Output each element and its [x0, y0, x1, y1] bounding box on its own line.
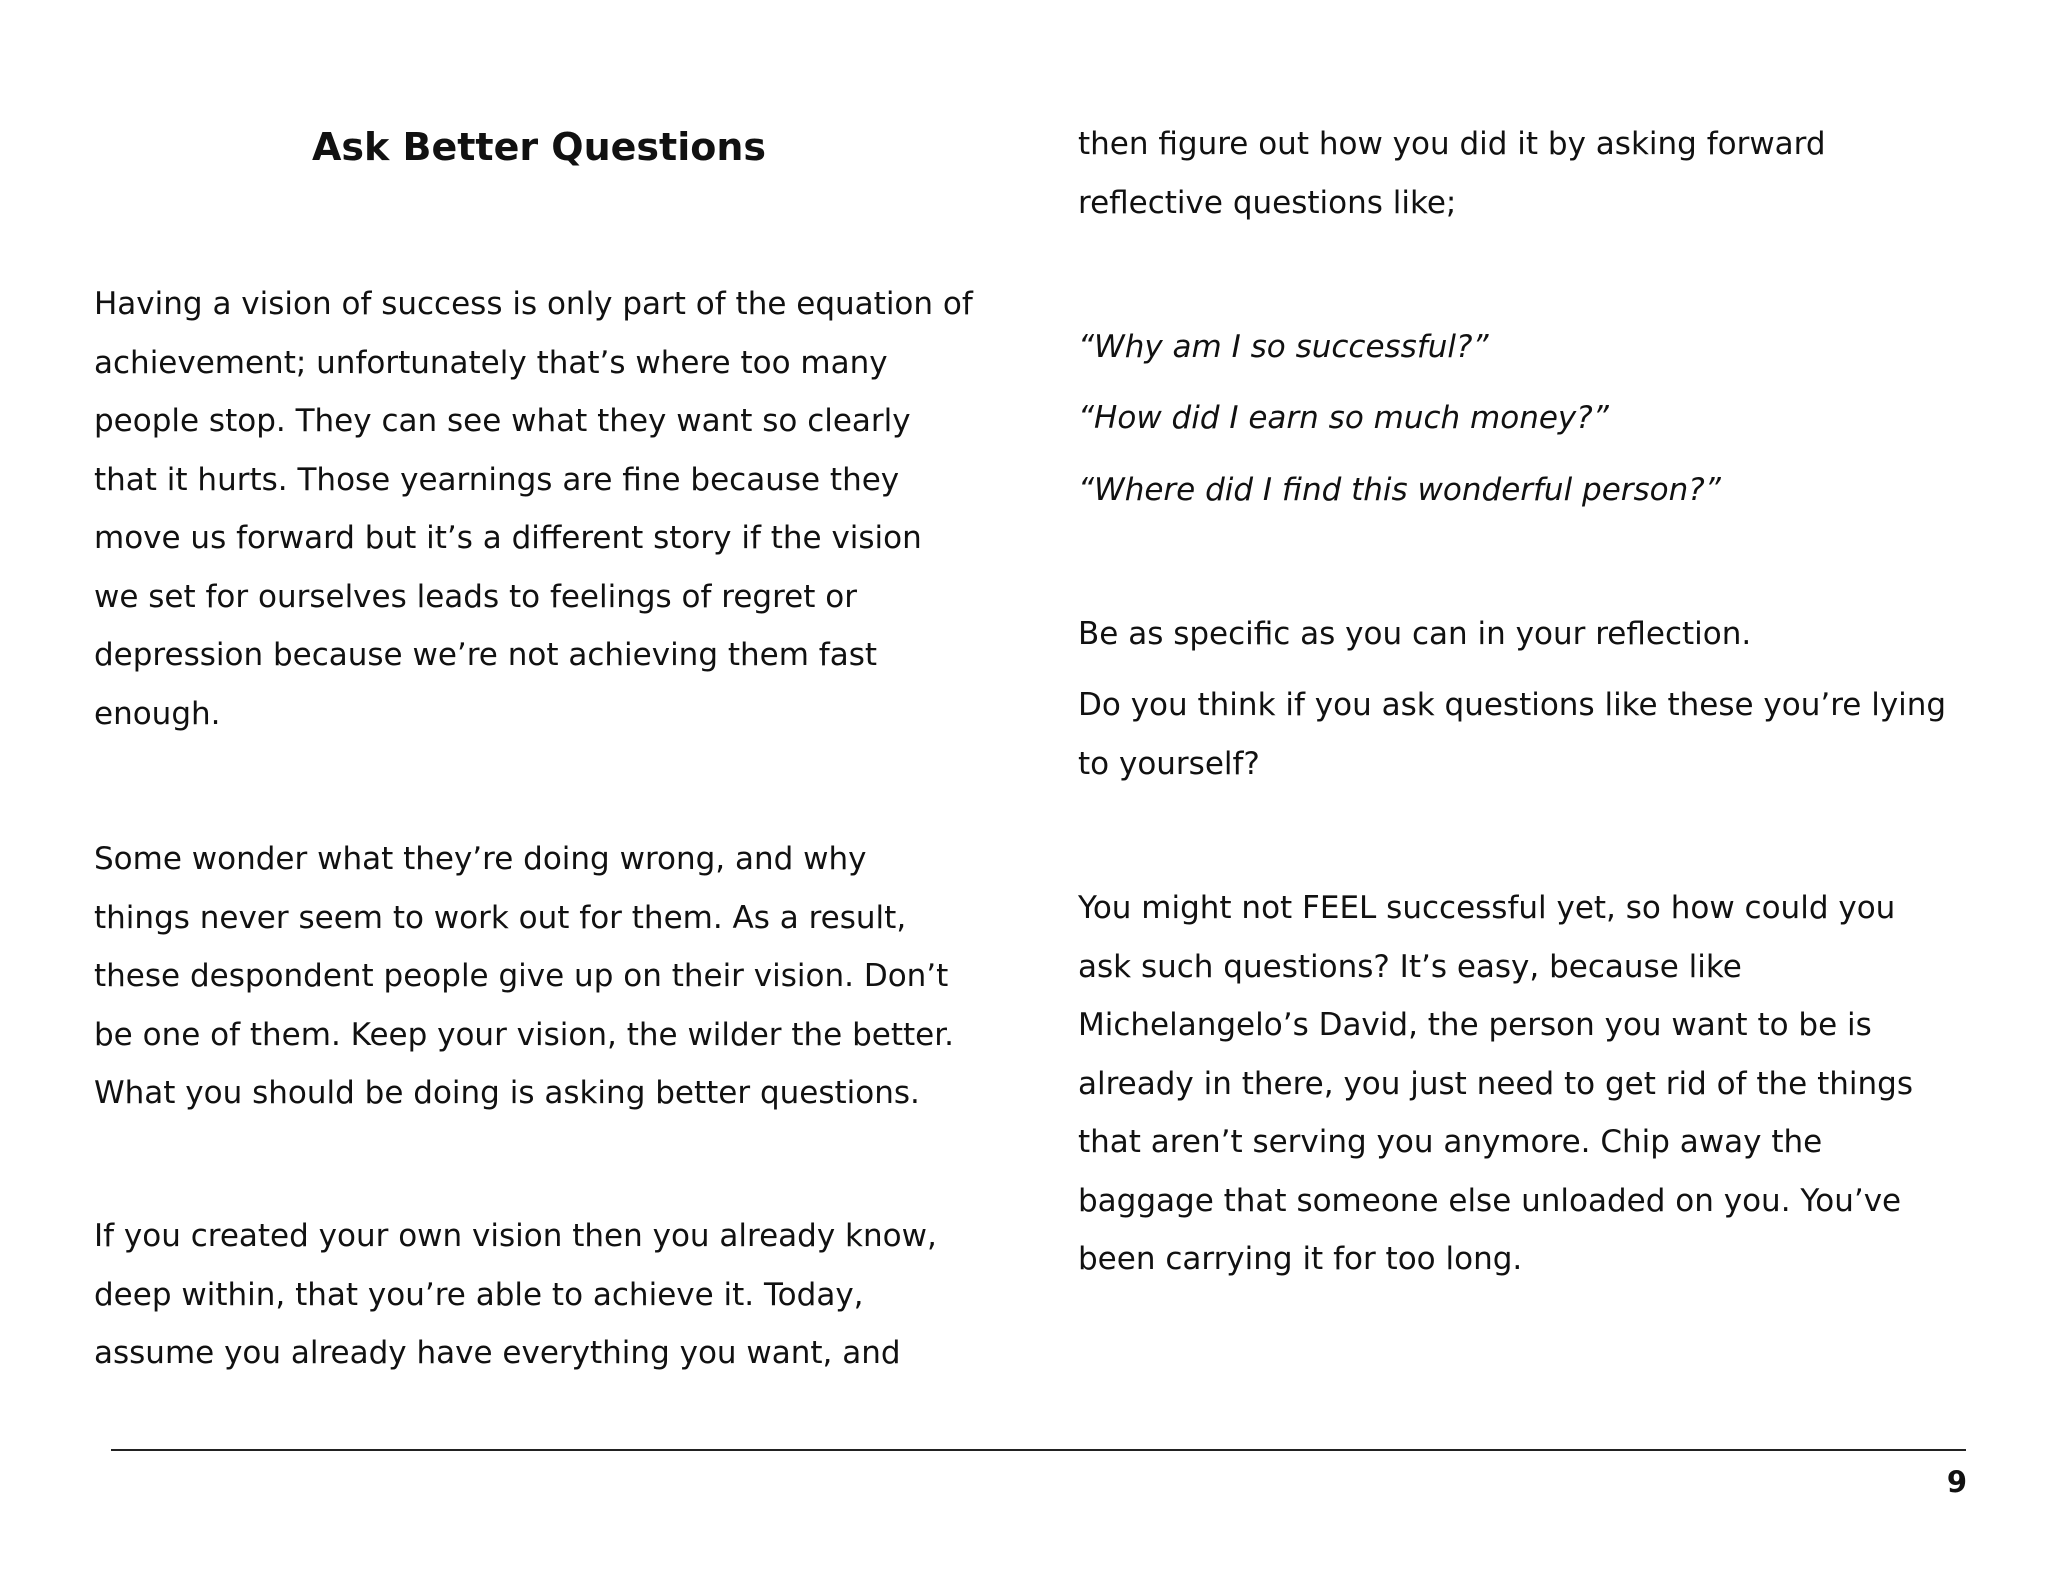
paragraph-figure-out: then figure out how you did it by asking forward reflective questions like;: [1078, 126, 1826, 221]
paragraph-be-specific: Be as specific as you can in your reflection.: [1078, 616, 1752, 652]
question-quote-successful: “Why am I so successful?”: [1078, 329, 1489, 365]
question-quote-person: “Where did I find this wonderful person?”: [1078, 472, 1721, 508]
paragraph-created-vision: If you created your own vision then you already know, deep within, that you’re able to achieve it. Today, assume you already have everything you want, and: [94, 1218, 937, 1371]
page-number: 9: [1946, 1465, 1967, 1499]
question-quote-money: “How did I earn so much money?”: [1078, 400, 1609, 436]
paragraph-lying-question: Do you think if you ask questions like these you’re lying to yourself?: [1078, 687, 1947, 782]
page-title: Ask Better Questions: [311, 125, 767, 169]
paragraph-some-wonder: Some wonder what they’re doing wrong, and why things never seem to work out for them. As a result, these despondent people give up on their vision. Don’t be one of them. Keep your vision, the wilder the better. What you should be doing is asking better questions.: [94, 841, 954, 1111]
footer-divider: [111, 1449, 1966, 1451]
paragraph-not-feel-successful: You might not FEEL successful yet, so how could you ask such questions? It’s easy, because like Michelangelo’s David, the person you want to be is already in there, you just need to get rid of the things that aren’t serving you anymore. Chip away the baggage that someone else unloaded on you. You’ve been carrying it for too long.: [1078, 890, 1913, 1277]
paragraph-vision-of-success: Having a vision of success is only part of the equation of achievement; unfortunately that’s where too many people stop. They can see what they want so clearly that it hurts. Those yearnings are fine because they move us forward but it’s a different story if the vision we set for ourselves leads to feelings of regret or depression because we’re not achieving them fast enough.: [94, 286, 973, 732]
